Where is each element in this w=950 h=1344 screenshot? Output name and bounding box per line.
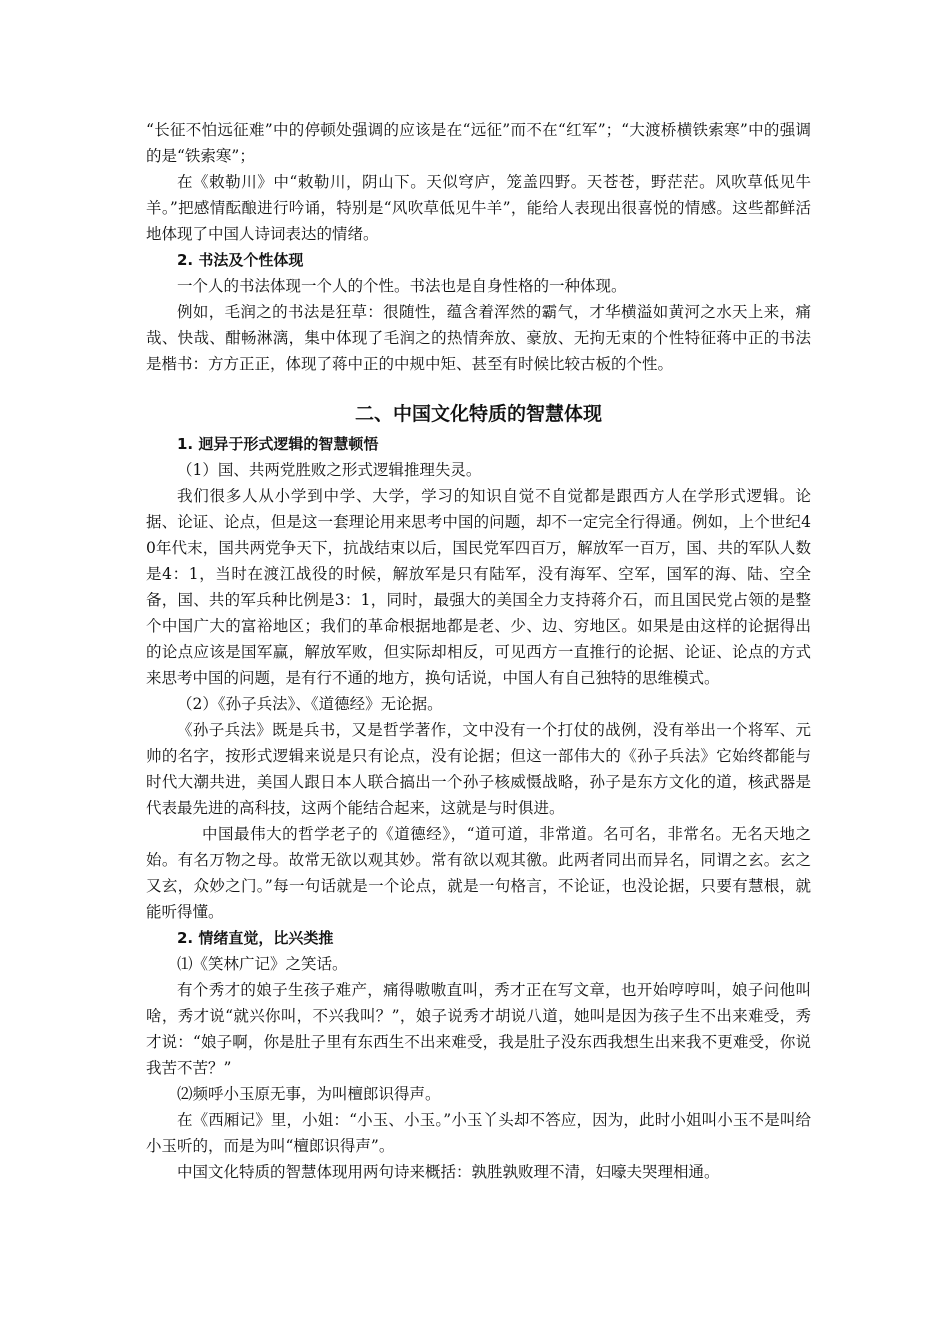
paragraph-calligraphy-example: 例如，毛润之的书法是狂草：很随性，蕴含着浑然的霸气，才华横溢如黄河之水天上来，痛哉、快哉、酣畅淋漓，集中体现了毛润之的热情奔放、豪放、无拘无束的个性特征蒋中正的书法是楷书：方方正正，体现了蒋中正的中规中矩、甚至有时候比较古板的个性。 (146, 303, 811, 373)
section-title: 二、中国文化特质的智慧体现 (354, 403, 602, 425)
paragraph-calligraphy-intro: 一个人的书法体现一个人的个性。书法也是自身性格的一种体现。 (177, 277, 627, 295)
heading-calligraphy: 2. 书法及个性体现 (177, 251, 304, 269)
paragraph-chile-song: 在《敕勒川》中“敕勒川，阴山下。天似穹庐，笼盖四野。天苍苍，野茫茫。风吹草低见牛羊。”把感情酝酿进行吟诵，特别是“风吹草低见牛羊”，能给人表现出很喜悦的情感。这些都鲜活地体现了中国人诗词表达的情绪。 (146, 173, 811, 243)
paragraph-subheading-xiaoyu: ⑵频呼小玉原无事，为叫檀郎识得声。 (177, 1085, 441, 1103)
paragraph-joke: 有个秀才的娘子生孩子难产，痛得嗷嗷直叫，秀才正在写文章，也开始哼哼叫，娘子问他叫啥，秀才说“就兴你叫，不兴我叫？”，娘子说秀才胡说八道，她叫是因为孩子生不出来难受，秀才说：“娘子啊，你是肚子里有东西生不出来难受，我是肚子没东西我想生出来我不更难受，你说我苦不苦？” (146, 981, 811, 1077)
paragraph-west-chamber: 在《西厢记》里，小姐：“小玉、小玉。”小玉丫头却不答应，因为，此时小姐叫小玉不是叫给小玉听的，而是为叫“檀郎识得声”。 (146, 1111, 811, 1155)
paragraph-logic-example: 我们很多人从小学到中学、大学，学习的知识自觉不自觉都是跟西方人在学形式逻辑。论据、论证、论点，但是这一套理论用来思考中国的问题，却不一定完全行得通。例如，上个世纪40年代末，国共两党争天下，抗战结束以后，国民党军四百万，解放军一百万，国、共的军队人数是4：1，当时在渡江战役的时候，解放军是只有陆军，没有海军、空军，国军的海、陆、空全备，国、共的军兵种比例是3：1，同时，最强大的美国全力支持蒋介石，而且国民党占领的是整个中国广大的富裕地区；我们的革命根据地都是老、少、边、穷地区。如果是由这样的论据得出的论点应该是国军赢，解放军败，但实际却相反，可见西方一直推行的论据、论证、论点的方式来思考中国的问题，是有行不通的地方，换句话说，中国人有自己独特的思维模式。 (146, 487, 811, 687)
paragraph-subheading-2: （2）《孙子兵法》、《道德经》无论据。 (177, 695, 443, 713)
paragraph-poem-emphasis: “长征不怕远征难”中的停顿处强调的应该是在“远征”而不在“红军”；“大渡桥横铁索寒”中的强调的是“铁索寒”； (146, 121, 811, 165)
paragraph-subheading-joke: ⑴《笑林广记》之笑话。 (177, 955, 348, 973)
heading-formal-logic: 1. 迥异于形式逻辑的智慧顿悟 (177, 435, 379, 453)
document-page (146, 117, 811, 1185)
paragraph-summary: 中国文化特质的智慧体现用两句诗来概括：孰胜孰败理不清，妇嚎夫哭理相通。 (177, 1163, 720, 1181)
paragraph-tao-te-ching: 中国最伟大的哲学老子的《道德经》，“道可道，非常道。名可名，非常名。无名天地之始。有名万物之母。故常无欲以观其妙。常有欲以观其徼。此两者同出而异名，同谓之玄。玄之又玄，众妙之门。”每一句话就是一个论点，就是一句格言，不论证，也没论据，只要有慧根，就能听得懂。 (146, 825, 811, 921)
paragraph-art-of-war: 《孙子兵法》既是兵书，又是哲学著作，文中没有一个打仗的战例，没有举出一个将军、元帅的名字，按形式逻辑来说是只有论点，没有论据；但这一部伟大的《孙子兵法》它始终都能与时代大潮共进，美国人跟日本人联合搞出一个孙子核威慑战略，孙子是东方文化的道，核武器是代表最先进的高科技，这两个能结合起来，这就是与时俱进。 (146, 721, 811, 817)
paragraph-subheading-1: （1）国、共两党胜败之形式逻辑推理失灵。 (177, 461, 482, 479)
heading-intuition: 2. 情绪直觉，比兴类推 (177, 929, 334, 947)
